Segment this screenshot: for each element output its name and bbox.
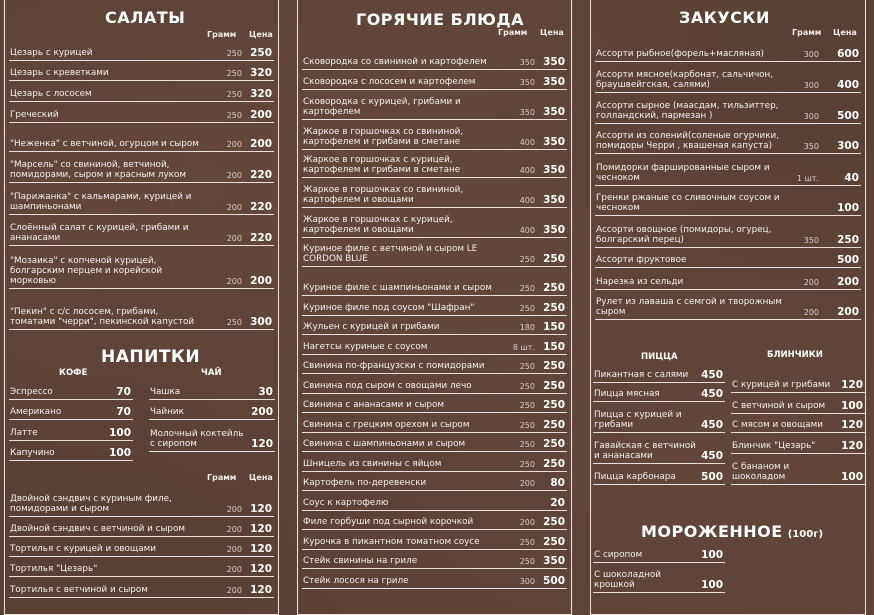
hot-row	[302, 452, 567, 472]
hot-row	[302, 208, 567, 238]
item-gram: 250	[519, 440, 535, 449]
item-price: 200	[250, 138, 272, 150]
item-price: 200	[837, 276, 859, 288]
item-gram: 200	[226, 277, 242, 286]
icecream-title-suffix: (100г)	[787, 529, 824, 540]
snacks-gram-header: Грамм	[207, 473, 237, 482]
snack-row	[9, 577, 274, 598]
item-price: 200	[250, 275, 272, 287]
item-price: 220	[250, 232, 272, 244]
item-price: 220	[250, 169, 272, 181]
item-gram: 250	[519, 284, 535, 293]
item-gram: 200	[226, 234, 242, 243]
icecream-row	[593, 563, 725, 593]
salads-title: САЛАТЫ	[105, 8, 186, 27]
appetizers-title: ЗАКУСКИ	[679, 8, 770, 27]
hot-row	[302, 316, 567, 335]
hot-title: ГОРЯЧИЕ БЛЮДА	[356, 10, 525, 29]
item-price: 120	[250, 563, 272, 575]
item-price: 350	[543, 555, 565, 567]
item-gram: 350	[519, 78, 535, 87]
item-name: Жаркое в горшочках со свининой, картофелем и овощами	[303, 185, 464, 205]
item-price: 250	[543, 253, 565, 265]
hot-gram-header: Грамм	[498, 28, 528, 37]
salad-row	[9, 123, 274, 152]
item-gram: 250	[226, 49, 242, 58]
hot-row	[302, 530, 567, 550]
item-price: 500	[837, 254, 859, 266]
item-price: 120	[250, 543, 272, 555]
item-name: Соус к картофелю	[303, 498, 389, 508]
item-gram: 200	[226, 203, 242, 212]
icecream-heading	[641, 522, 823, 541]
item-price: 40	[844, 172, 859, 184]
item-price: 450	[701, 369, 723, 381]
item-name: Пицца с курицей и грибами	[594, 410, 682, 430]
item-price: 120	[251, 438, 273, 450]
appetizer-row	[595, 268, 861, 290]
item-gram: 400	[519, 196, 535, 205]
salad-row	[9, 61, 274, 81]
middle-panel	[297, 0, 572, 615]
pancakes-title: БЛИНЧИКИ	[767, 350, 823, 360]
item-price: 250	[543, 419, 565, 431]
item-gram: 200	[803, 308, 819, 317]
item-gram: 200	[226, 505, 242, 514]
hot-row	[302, 413, 567, 433]
appetizer-row	[595, 216, 861, 248]
item-gram: 250	[226, 318, 242, 327]
item-price: 120	[841, 419, 863, 431]
item-name: Пицца карбонара	[594, 472, 676, 482]
appetizer-row	[595, 62, 861, 93]
item-price: 250	[543, 438, 565, 450]
item-name: Ассорти сырное (маасдам, тильзиттер, голландский, пармезан )	[596, 101, 779, 121]
hot-row	[302, 238, 567, 267]
item-price: 400	[837, 79, 859, 91]
item-gram: 400	[519, 166, 535, 175]
item-price: 350	[543, 164, 565, 176]
pizza-row	[593, 383, 725, 402]
item-price: 250	[250, 47, 272, 59]
icecream-title: МОРОЖЕННОЕ	[641, 522, 783, 541]
item-price: 350	[543, 136, 565, 148]
item-price: 350	[543, 56, 565, 68]
item-gram: 350	[519, 108, 535, 117]
item-name: Рулет из лаваша с семгой и творожным сыром	[596, 297, 782, 317]
salad-row	[9, 289, 274, 330]
item-gram: 250	[226, 111, 242, 120]
item-name: С курицей и грибами	[732, 380, 831, 390]
appetizer-row	[595, 186, 861, 216]
hot-row	[302, 433, 567, 452]
item-gram: 200	[226, 565, 242, 574]
item-name: Ассорти овощное (помидоры, огурец, болгарский перец)	[596, 225, 772, 245]
item-price: 250	[543, 458, 565, 470]
item-name: Блинчик "Цезарь"	[732, 441, 816, 451]
item-gram: 400	[519, 138, 535, 147]
item-gram: 180	[519, 323, 535, 332]
item-gram: 250	[519, 382, 535, 391]
item-price: 100	[701, 579, 723, 591]
salad-row	[9, 81, 274, 102]
item-price: 350	[543, 224, 565, 236]
item-gram: 200	[226, 586, 242, 595]
item-name: Куриное филе под соусом "Шафран"	[303, 303, 475, 313]
item-name: Молочный коктейль с сиропом	[150, 429, 244, 449]
item-price: 200	[837, 306, 859, 318]
item-name: Курочка в пикантном томатном соусе	[303, 537, 480, 547]
item-gram: 250	[519, 557, 535, 566]
appetizers-price-header: Цена	[833, 28, 857, 37]
hot-row	[302, 569, 567, 589]
item-price: 320	[250, 88, 272, 100]
salad-row	[9, 152, 274, 183]
pizza-row	[593, 464, 725, 485]
item-name: Чайник	[150, 407, 184, 417]
pancake-row	[731, 393, 865, 414]
item-gram: 300	[519, 577, 535, 586]
item-price: 100	[109, 447, 131, 459]
item-name: Сковородка с курицей, грибами и картофелем	[303, 97, 461, 117]
hot-row	[302, 394, 567, 413]
item-name: Куриное филе с шампиньонами и сыром	[303, 283, 492, 293]
item-name: С мясом и овощами	[732, 420, 824, 430]
salad-row	[9, 102, 274, 123]
item-gram: 250	[226, 69, 242, 78]
item-name: Латте	[10, 428, 38, 438]
item-name: Греческий	[10, 110, 59, 120]
item-price: 250	[543, 516, 565, 528]
pizza-row	[593, 433, 725, 464]
item-price: 450	[701, 388, 723, 400]
item-price: 120	[250, 503, 272, 515]
item-price: 250	[543, 380, 565, 392]
item-name: Свинина под сыром с овощами лечо	[303, 381, 472, 391]
item-gram: 350	[803, 142, 819, 151]
hot-row	[302, 120, 567, 150]
appetizer-row	[595, 154, 861, 186]
hot-row	[302, 267, 567, 296]
item-price: 350	[543, 194, 565, 206]
item-price: 100	[841, 471, 863, 483]
item-name: С шоколадной крошкой	[594, 570, 662, 590]
item-price: 600	[837, 48, 859, 60]
snack-row	[9, 484, 274, 517]
item-name: Ассорти фруктовое	[596, 255, 687, 265]
pizza-row	[593, 402, 725, 433]
item-price: 300	[250, 316, 272, 328]
coffee-row	[9, 400, 133, 420]
item-price: 220	[250, 201, 272, 213]
item-gram: 250	[519, 538, 535, 547]
salads-price-header: Цена	[249, 30, 273, 39]
item-price: 450	[701, 419, 723, 431]
pizza-row	[593, 364, 725, 383]
coffee-label: КОФЕ	[59, 368, 88, 378]
tea-row	[149, 381, 275, 400]
item-price: 30	[258, 386, 273, 398]
item-price: 200	[251, 406, 273, 418]
item-name: Помидорки фаршированные сыром и чесноком	[596, 163, 770, 183]
salad-row	[9, 246, 274, 289]
item-price: 120	[841, 379, 863, 391]
item-name: Тортилья с курицей и овощами	[10, 544, 156, 554]
item-price: 450	[701, 450, 723, 462]
item-name: Жаркое в горшочках с курицей, картофелем и овощами	[303, 215, 453, 235]
item-name: Пицца мясная	[594, 389, 660, 399]
coffee-row	[9, 420, 133, 441]
item-name: Цезарь с лососем	[10, 89, 92, 99]
item-gram: 200	[226, 171, 242, 180]
item-gram: 200	[226, 525, 242, 534]
hot-row	[302, 90, 567, 120]
item-gram: 250	[519, 255, 535, 264]
item-price: 70	[116, 406, 131, 418]
item-name: Жульен с курицей и грибами	[303, 322, 440, 332]
coffee-row	[9, 441, 133, 461]
appetizers-gram-header: Грамм	[792, 28, 822, 37]
item-name: Чашка	[150, 387, 181, 397]
item-price: 500	[543, 575, 565, 587]
item-name: Пикантная с салями	[594, 370, 689, 380]
appetizer-row	[595, 93, 861, 124]
item-name: Цезарь с креветками	[10, 68, 109, 78]
item-gram: 8 шт.	[512, 343, 535, 352]
hot-price-header: Цена	[540, 28, 564, 37]
pancake-row	[731, 454, 865, 485]
item-name: Шницель из свинины с яйцом	[303, 459, 442, 469]
pizza-title: ПИЦЦА	[641, 352, 678, 362]
item-price: 100	[837, 202, 859, 214]
item-name: Цезарь с курицей	[10, 48, 93, 58]
item-gram: 400	[519, 226, 535, 235]
salad-row	[9, 42, 274, 61]
item-name: С ветчиной и сыром	[732, 401, 826, 411]
item-price: 120	[250, 523, 272, 535]
icecream-row	[593, 545, 725, 563]
item-price: 250	[543, 360, 565, 372]
item-price: 100	[841, 400, 863, 412]
item-price: 250	[543, 302, 565, 314]
item-gram: 350	[803, 236, 819, 245]
item-price: 150	[543, 321, 565, 333]
tea-row	[149, 400, 275, 420]
item-price: 250	[543, 282, 565, 294]
hot-row	[302, 42, 567, 70]
item-gram: 250	[226, 90, 242, 99]
item-name: Картофель по-деревенски	[303, 478, 427, 488]
appetizer-row	[595, 124, 861, 154]
item-gram: 200	[226, 545, 242, 554]
hot-row	[302, 335, 567, 355]
item-gram: 250	[519, 401, 535, 410]
hot-row	[302, 70, 567, 90]
item-price: 350	[543, 76, 565, 88]
item-gram: 1 шт.	[796, 174, 819, 183]
item-price: 320	[250, 67, 272, 79]
item-price: 100	[109, 427, 131, 439]
item-name: Слоённый салат с курицей, грибами и ананасами	[10, 223, 189, 243]
hot-row	[302, 296, 567, 316]
item-name: Двойной сэндвич с ветчиной и сыром	[10, 524, 186, 534]
item-price: 120	[841, 440, 863, 452]
drinks-title: НАПИТКИ	[101, 347, 201, 367]
item-name: Жаркое в горшочках с курицей, картофелем и грибами в сметане	[303, 155, 461, 175]
item-name: Двойной сэндвич с куриным филе, помидорами и сыром	[10, 494, 172, 514]
pancake-row	[731, 433, 865, 454]
pancake-row	[731, 364, 865, 393]
item-name: Ассорти рыбное(форель+масляная)	[596, 49, 764, 59]
hot-row	[302, 472, 567, 491]
item-gram: 300	[803, 81, 819, 90]
item-name: Свинина с грецким орехом и сыром	[303, 420, 470, 430]
item-price: 70	[116, 386, 131, 398]
item-name: Капучино	[10, 448, 55, 458]
item-price: 500	[837, 110, 859, 122]
item-name: Американо	[10, 407, 62, 417]
item-name: Филе горбуши под сырной корочкой	[303, 517, 474, 527]
item-gram: 300	[803, 50, 819, 59]
item-name: Тортилья с ветчиной и сыром	[10, 585, 148, 595]
item-gram: 250	[519, 362, 535, 371]
item-name: Сковородка со свининой и картофелем	[303, 57, 487, 67]
item-gram: 200	[519, 518, 535, 527]
snack-row	[9, 537, 274, 557]
coffee-row	[9, 381, 133, 400]
item-name: "Пекин" с с/с лососем, грибами, томатами "черри", пекинской капустой	[10, 307, 195, 327]
item-gram: 250	[519, 421, 535, 430]
item-name: Жаркое в горшочках со свининой, картофелем и грибами в сметане	[303, 127, 464, 147]
item-price: 20	[550, 497, 565, 509]
salads-gram-header: Грамм	[207, 30, 237, 39]
item-price: 120	[250, 584, 272, 596]
item-gram: 200	[803, 278, 819, 287]
item-name: "Парижанка" с кальмарами, курицей и шампиньонами	[10, 192, 192, 212]
hot-row	[302, 355, 567, 374]
item-gram: 300	[803, 112, 819, 121]
item-gram: 350	[519, 58, 535, 67]
item-name: "Марсель" со свининой, ветчиной, помидорами, сыром и красным луком	[10, 160, 186, 180]
appetizer-row	[595, 290, 861, 320]
hot-row	[302, 150, 567, 178]
item-name: Нагетсы куриные с соусом	[303, 342, 428, 352]
right-panel	[590, 0, 866, 615]
snacks-price-header: Цена	[249, 473, 273, 482]
item-price: 100	[701, 549, 723, 561]
item-gram: 200	[226, 140, 242, 149]
hot-row	[302, 550, 567, 569]
item-price: 250	[543, 536, 565, 548]
item-name: Гренки ржаные со сливочным соусом и чесноком	[596, 193, 780, 213]
item-name: "Мозаика" с копченой курицей, болгарским перцем и корейской морковью	[10, 256, 163, 286]
item-price: 250	[543, 399, 565, 411]
salad-row	[9, 215, 274, 246]
item-name: Ассорти из солений(соленые огурчики, помидоры Черри , квашеная капуста)	[596, 131, 780, 151]
snack-row	[9, 557, 274, 577]
item-name: Эспрессо	[10, 387, 53, 397]
hot-row	[302, 178, 567, 208]
item-price: 150	[543, 341, 565, 353]
salad-row	[9, 183, 274, 215]
item-price: 500	[701, 471, 723, 483]
item-name: Нарезка из сельди	[596, 277, 684, 287]
item-name: Гавайская с ветчиной и ананасами	[594, 441, 696, 461]
tea-label: ЧАЙ	[201, 368, 222, 378]
item-price: 300	[837, 140, 859, 152]
item-gram: 200	[519, 479, 535, 488]
item-name: С бананом и шоколадом	[732, 462, 790, 482]
snack-row	[9, 517, 274, 537]
hot-row	[302, 374, 567, 394]
item-gram: 250	[519, 460, 535, 469]
left-panel	[4, 0, 279, 615]
item-name: Куриное филе с ветчиной и сыром LE CORDON BLUE	[303, 244, 478, 264]
item-name: Свинина по-французски с помидорами	[303, 361, 485, 371]
hot-row	[302, 491, 567, 511]
item-name: "Неженка" с ветчиной, огурцом и сыром	[10, 139, 199, 149]
item-name: Тортилья "Цезарь"	[10, 564, 98, 574]
item-name: Ассорти мясное(карбонат, сальчичон, браушвейгская, салями)	[596, 70, 774, 90]
item-gram: 250	[519, 304, 535, 313]
item-price: 200	[250, 109, 272, 121]
item-name: С сиропом	[594, 550, 643, 560]
item-name: Свинина с шампиньонами и сыром	[303, 439, 466, 449]
pancake-row	[731, 414, 865, 433]
item-name: Стейк лосося на гриле	[303, 576, 409, 586]
item-price: 80	[550, 477, 565, 489]
hot-row	[302, 511, 567, 530]
item-name: Свинина с ананасами и сыром	[303, 400, 445, 410]
appetizer-row	[595, 248, 861, 268]
item-name: Стейк свинины на гриле	[303, 556, 418, 566]
tea-row	[149, 420, 275, 452]
item-price: 250	[837, 234, 859, 246]
item-name: Сковородка с лососем и картофелем	[303, 77, 476, 87]
item-price: 350	[543, 106, 565, 118]
appetizer-row	[595, 42, 861, 62]
